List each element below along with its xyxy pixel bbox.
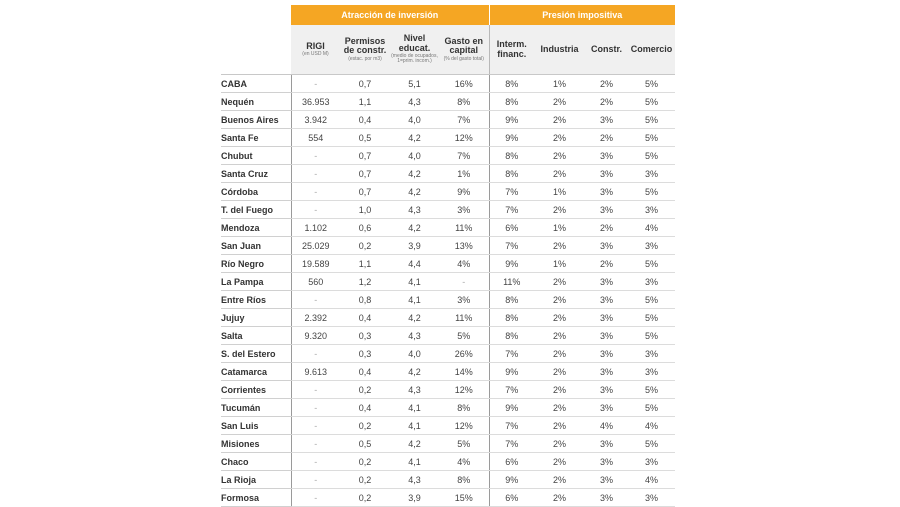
table-cell: 7%	[489, 417, 534, 435]
table-cell: 13%	[439, 237, 489, 255]
table-cell: 2%	[534, 381, 585, 399]
table-cell: 6%	[489, 489, 534, 507]
table-cell: 9%	[489, 399, 534, 417]
table-cell: 14%	[439, 363, 489, 381]
table-cell: -	[291, 183, 340, 201]
province-name: Río Negro	[221, 255, 291, 273]
table-cell: 2%	[534, 129, 585, 147]
table-cell: 2%	[534, 399, 585, 417]
table-cell: 0,2	[340, 471, 390, 489]
column-title: Industria	[540, 43, 579, 54]
table-cell: 2%	[534, 165, 585, 183]
corner-cell	[221, 25, 291, 75]
table-cell: 8%	[489, 93, 534, 111]
province-name: La Pampa	[221, 273, 291, 291]
table-cell: 4%	[628, 471, 675, 489]
table-cell: 3%	[628, 363, 675, 381]
table-cell: 5%	[628, 93, 675, 111]
table-cell: 3%	[585, 327, 628, 345]
column-title: RIGI	[306, 40, 325, 51]
table-cell: 2%	[534, 453, 585, 471]
table-cell: 12%	[439, 129, 489, 147]
province-name: Formosa	[221, 489, 291, 507]
table-cell: 2%	[534, 201, 585, 219]
table-row	[221, 111, 675, 129]
table-cell: 0,7	[340, 165, 390, 183]
province-name: Nequén	[221, 93, 291, 111]
table-cell: 4,1	[390, 399, 439, 417]
province-name: Mendoza	[221, 219, 291, 237]
table-cell: 16%	[439, 75, 489, 93]
table-row	[221, 129, 675, 147]
table-cell: 25.029	[291, 237, 340, 255]
province-name: Santa Fe	[221, 129, 291, 147]
table-cell: 2%	[534, 309, 585, 327]
province-name: Buenos Aires	[221, 111, 291, 129]
table-row	[221, 183, 675, 201]
column-note: (% del gasto total)	[443, 55, 484, 62]
table-cell: 7%	[439, 147, 489, 165]
table-cell: 0,4	[340, 309, 390, 327]
table-cell: 7%	[489, 381, 534, 399]
table-cell: 7%	[489, 237, 534, 255]
table-cell: 3%	[628, 165, 675, 183]
table-cell: 7%	[489, 201, 534, 219]
table-cell: -	[291, 381, 340, 399]
province-name: CABA	[221, 75, 291, 93]
table-cell: 0,2	[340, 381, 390, 399]
column-note: (medio de ocupados, 1=prim. incom.)	[391, 53, 438, 65]
table-cell: 8%	[489, 165, 534, 183]
table-cell: 3%	[439, 201, 489, 219]
table-cell: 8%	[489, 291, 534, 309]
table-cell: 1,2	[340, 273, 390, 291]
table-cell: 1%	[439, 165, 489, 183]
table-cell: -	[291, 147, 340, 165]
table-cell: 4,3	[390, 327, 439, 345]
table-cell: 0,3	[340, 345, 390, 363]
table-cell: 4,3	[390, 471, 439, 489]
column-header	[628, 25, 675, 75]
table-cell: 3%	[585, 111, 628, 129]
table-cell: 7%	[489, 345, 534, 363]
table-row	[221, 399, 675, 417]
table-cell: 9%	[489, 471, 534, 489]
table-cell: -	[291, 345, 340, 363]
table-cell: 3%	[628, 237, 675, 255]
table-cell: 3%	[585, 147, 628, 165]
table-cell: 560	[291, 273, 340, 291]
table-cell: 4,3	[390, 381, 439, 399]
province-name: Chaco	[221, 453, 291, 471]
table-cell: 7%	[489, 183, 534, 201]
table-cell: 2%	[534, 471, 585, 489]
table-cell: 4%	[585, 417, 628, 435]
table-cell: 4,1	[390, 273, 439, 291]
table-cell: -	[291, 201, 340, 219]
table-cell: 26%	[439, 345, 489, 363]
table-cell: 3,9	[390, 237, 439, 255]
table-row	[221, 381, 675, 399]
table-cell: 0,2	[340, 453, 390, 471]
table-cell: 2%	[585, 219, 628, 237]
province-name: Entre Ríos	[221, 291, 291, 309]
provinces-table	[221, 5, 675, 507]
table-cell: 5%	[628, 435, 675, 453]
table-cell: -	[291, 399, 340, 417]
table-cell: 4,2	[390, 435, 439, 453]
table-row	[221, 453, 675, 471]
table-row	[221, 219, 675, 237]
column-title: Constr.	[590, 43, 622, 54]
table-cell: 8%	[489, 309, 534, 327]
table-cell: 4,2	[390, 309, 439, 327]
table-cell: 3%	[585, 399, 628, 417]
table-cell: 8%	[439, 471, 489, 489]
table-row	[221, 489, 675, 507]
column-header	[439, 25, 489, 75]
table-row	[221, 327, 675, 345]
table-cell: 1,0	[340, 201, 390, 219]
table-cell: 0,4	[340, 111, 390, 129]
table-cell: 4%	[628, 417, 675, 435]
table-cell: 9.613	[291, 363, 340, 381]
table-row	[221, 345, 675, 363]
table-cell: 2.392	[291, 309, 340, 327]
table-cell: 5%	[628, 147, 675, 165]
table-cell: 11%	[439, 309, 489, 327]
province-name: San Luis	[221, 417, 291, 435]
table-cell: 6%	[489, 219, 534, 237]
column-note: (en USD M)	[302, 51, 329, 58]
table-row	[221, 255, 675, 273]
table-cell: 3%	[585, 237, 628, 255]
table-cell: 8%	[489, 147, 534, 165]
table-cell: 0,2	[340, 237, 390, 255]
table-cell: 3%	[439, 291, 489, 309]
table-cell: 3%	[585, 489, 628, 507]
table-cell: -	[291, 165, 340, 183]
table-cell: 1.102	[291, 219, 340, 237]
table-cell: 5,1	[390, 75, 439, 93]
table-cell: 4,2	[390, 165, 439, 183]
column-title: Interm. financ.	[496, 39, 527, 59]
group-header-investment: Atracción de inversión	[291, 5, 489, 25]
table-cell: 0,2	[340, 417, 390, 435]
table-cell: 2%	[585, 75, 628, 93]
table-row	[221, 237, 675, 255]
table-cell: 3,9	[390, 489, 439, 507]
province-name: Salta	[221, 327, 291, 345]
table-cell: 1%	[534, 75, 585, 93]
table-row	[221, 435, 675, 453]
table-cell: 3%	[585, 273, 628, 291]
table-cell: 1,1	[340, 93, 390, 111]
table-cell: 3.942	[291, 111, 340, 129]
table-cell: 2%	[534, 237, 585, 255]
table-cell: 0,5	[340, 435, 390, 453]
province-name: Catamarca	[221, 363, 291, 381]
table-cell: 9%	[489, 255, 534, 273]
table-cell: -	[291, 453, 340, 471]
table-cell: 3%	[628, 489, 675, 507]
table-cell: 5%	[628, 183, 675, 201]
table-cell: 3%	[585, 471, 628, 489]
table-cell: 1,1	[340, 255, 390, 273]
table-cell: 5%	[628, 75, 675, 93]
table-cell: 3%	[585, 453, 628, 471]
table-cell: 6%	[489, 453, 534, 471]
table-cell: 2%	[534, 417, 585, 435]
table-cell: 2%	[534, 489, 585, 507]
table-cell: 5%	[628, 381, 675, 399]
table-cell: 1%	[534, 219, 585, 237]
table-cell: 3%	[585, 183, 628, 201]
table-cell: 12%	[439, 381, 489, 399]
table-body	[221, 75, 675, 507]
table-cell: 3%	[585, 381, 628, 399]
table-cell: 5%	[628, 255, 675, 273]
table-cell: 3%	[585, 201, 628, 219]
province-name: Corrientes	[221, 381, 291, 399]
table-cell: 5%	[439, 327, 489, 345]
table-cell: 5%	[628, 309, 675, 327]
table-cell: 4,3	[390, 93, 439, 111]
province-name: Tucumán	[221, 399, 291, 417]
table-cell: 0,6	[340, 219, 390, 237]
table-cell: 2%	[585, 255, 628, 273]
table-cell: 4,3	[390, 201, 439, 219]
table-cell: 15%	[439, 489, 489, 507]
table-cell: 3%	[628, 273, 675, 291]
table-cell: -	[291, 417, 340, 435]
table-cell: 3%	[628, 453, 675, 471]
column-header	[489, 25, 534, 75]
table-cell: 2%	[585, 129, 628, 147]
province-name: Santa Cruz	[221, 165, 291, 183]
table-cell: 5%	[628, 291, 675, 309]
column-header	[291, 25, 340, 75]
table-cell: 5%	[628, 129, 675, 147]
table-cell: 0,5	[340, 129, 390, 147]
table-cell: 36.953	[291, 93, 340, 111]
column-header	[534, 25, 585, 75]
table-cell: 2%	[585, 93, 628, 111]
table-row	[221, 291, 675, 309]
table-cell: -	[291, 291, 340, 309]
table-cell: 1%	[534, 183, 585, 201]
table-cell: 9%	[489, 363, 534, 381]
table-cell: 8%	[439, 399, 489, 417]
table-cell: 0,3	[340, 327, 390, 345]
table-cell: 2%	[534, 93, 585, 111]
table-cell: 11%	[439, 219, 489, 237]
table-cell: 12%	[439, 417, 489, 435]
table-row	[221, 147, 675, 165]
table-cell: 7%	[439, 111, 489, 129]
table-cell: 4,1	[390, 417, 439, 435]
group-header-tax: Presión impositiva	[489, 5, 675, 25]
table-cell: 5%	[628, 327, 675, 345]
table-cell: 5%	[628, 111, 675, 129]
table-row	[221, 309, 675, 327]
table-cell: 3%	[585, 345, 628, 363]
corner-cell	[221, 5, 291, 25]
table-row	[221, 93, 675, 111]
table-cell: 5%	[439, 435, 489, 453]
province-name: Jujuy	[221, 309, 291, 327]
table-cell: 4%	[439, 453, 489, 471]
table-cell: 2%	[534, 147, 585, 165]
table-cell: -	[291, 489, 340, 507]
table-cell: 3%	[628, 201, 675, 219]
table-cell: 0,7	[340, 75, 390, 93]
table-cell: 11%	[489, 273, 534, 291]
table-cell: -	[291, 435, 340, 453]
column-header-row	[221, 25, 675, 75]
table-cell: -	[291, 471, 340, 489]
table-row	[221, 75, 675, 93]
table-cell: 3%	[585, 309, 628, 327]
column-header	[390, 25, 439, 75]
column-header	[585, 25, 628, 75]
column-note: (estac. por m3)	[348, 55, 382, 62]
table-cell: 7%	[489, 435, 534, 453]
table-cell: 9.320	[291, 327, 340, 345]
table-cell: 0,7	[340, 183, 390, 201]
table-cell: 2%	[534, 273, 585, 291]
table-row	[221, 201, 675, 219]
province-name: San Juan	[221, 237, 291, 255]
table-cell: 8%	[489, 75, 534, 93]
table-row	[221, 363, 675, 381]
table-cell: 3%	[585, 165, 628, 183]
table-cell: 0,8	[340, 291, 390, 309]
table-cell: 4%	[439, 255, 489, 273]
table-cell: 0,7	[340, 147, 390, 165]
table-cell: 2%	[534, 345, 585, 363]
province-name: Misiones	[221, 435, 291, 453]
table-cell: 4,4	[390, 255, 439, 273]
table-cell: 9%	[489, 129, 534, 147]
table-cell: 4,0	[390, 345, 439, 363]
table-cell: 0,4	[340, 399, 390, 417]
table-cell: 5%	[628, 399, 675, 417]
column-header	[340, 25, 390, 75]
table-row	[221, 417, 675, 435]
table-cell: 2%	[534, 435, 585, 453]
table-cell: -	[291, 75, 340, 93]
table-cell: 554	[291, 129, 340, 147]
table-row	[221, 165, 675, 183]
table-row	[221, 471, 675, 489]
table-cell: 2%	[534, 363, 585, 381]
province-name: S. del Estero	[221, 345, 291, 363]
table-cell: 1%	[534, 255, 585, 273]
table-cell: 4,0	[390, 111, 439, 129]
table-cell: 3%	[585, 363, 628, 381]
table-cell: 4,2	[390, 183, 439, 201]
table-row	[221, 273, 675, 291]
table-cell: 8%	[489, 327, 534, 345]
table-cell: 4%	[628, 219, 675, 237]
table-cell: 0,2	[340, 489, 390, 507]
table-cell: 4,1	[390, 291, 439, 309]
table-cell: 9%	[439, 183, 489, 201]
table-cell: 0,4	[340, 363, 390, 381]
column-title: Gasto en capital	[444, 35, 483, 56]
table-cell: 4,2	[390, 219, 439, 237]
group-header-row	[221, 5, 675, 25]
table-cell: 4,2	[390, 129, 439, 147]
table-cell: 4,0	[390, 147, 439, 165]
province-name: La Rioja	[221, 471, 291, 489]
table-cell: 19.589	[291, 255, 340, 273]
table-cell: 3%	[628, 345, 675, 363]
table-cell: 3%	[585, 291, 628, 309]
table-cell: -	[439, 273, 489, 291]
table-cell: 8%	[439, 93, 489, 111]
table-cell: 9%	[489, 111, 534, 129]
table-cell: 2%	[534, 327, 585, 345]
table-cell: 2%	[534, 111, 585, 129]
column-title: Permisos de constr.	[343, 35, 387, 56]
province-name: T. del Fuego	[221, 201, 291, 219]
table-cell: 4,1	[390, 453, 439, 471]
column-title: Nivel educat.	[398, 33, 431, 53]
province-name: Córdoba	[221, 183, 291, 201]
column-title: Comercio	[630, 43, 673, 54]
table-cell: 3%	[585, 435, 628, 453]
province-name: Chubut	[221, 147, 291, 165]
table-cell: 2%	[534, 291, 585, 309]
table-cell: 4,2	[390, 363, 439, 381]
